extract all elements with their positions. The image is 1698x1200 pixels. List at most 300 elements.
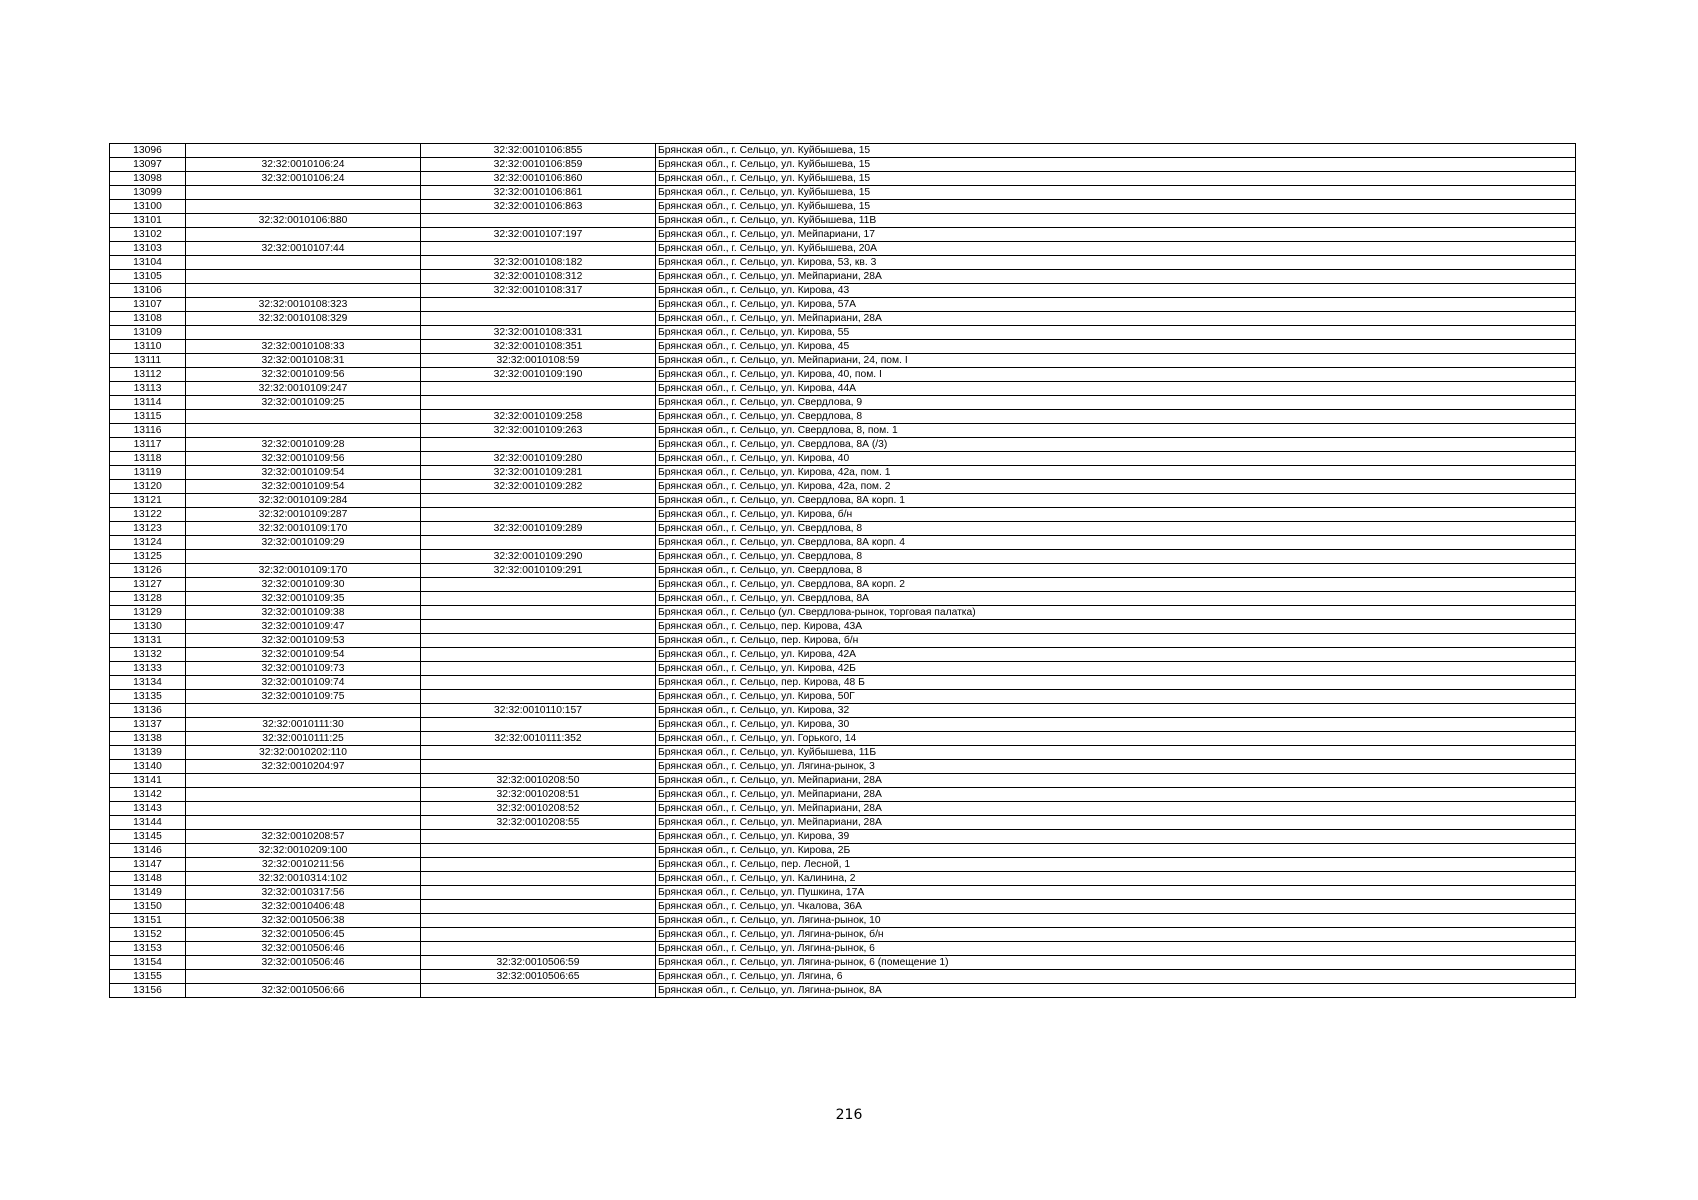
land-cadastral-number-cell: 32:32:0010204:97: [186, 760, 421, 774]
row-number-cell: 13124: [110, 536, 186, 550]
table-row: [110, 788, 1576, 802]
address-cell: Брянская обл., г. Сельцо, ул. Куйбышева, 15: [656, 144, 1576, 158]
land-cadastral-number-cell: 32:32:0010109:54: [186, 480, 421, 494]
object-cadastral-number-cell: [421, 928, 656, 942]
row-number-cell: 13154: [110, 956, 186, 970]
address-cell: Брянская обл., г. Сельцо, ул. Мейпариани, 24, пом. I: [656, 354, 1576, 368]
object-cadastral-number-cell: 32:32:0010109:263: [421, 424, 656, 438]
row-number-cell: 13152: [110, 928, 186, 942]
row-number-cell: 13144: [110, 816, 186, 830]
table-row: [110, 186, 1576, 200]
land-cadastral-number-cell: [186, 326, 421, 340]
row-number-cell: 13132: [110, 648, 186, 662]
object-cadastral-number-cell: [421, 984, 656, 998]
address-cell: Брянская обл., г. Сельцо, ул. Мейпариани, 28А: [656, 270, 1576, 284]
object-cadastral-number-cell: [421, 620, 656, 634]
land-cadastral-number-cell: 32:32:0010109:53: [186, 634, 421, 648]
object-cadastral-number-cell: 32:32:0010108:351: [421, 340, 656, 354]
table-row: [110, 354, 1576, 368]
object-cadastral-number-cell: [421, 900, 656, 914]
address-cell: Брянская обл., г. Сельцо, ул. Кирова, б/н: [656, 508, 1576, 522]
object-cadastral-number-cell: 32:32:0010106:859: [421, 158, 656, 172]
object-cadastral-number-cell: 32:32:0010506:65: [421, 970, 656, 984]
land-cadastral-number-cell: 32:32:0010106:24: [186, 172, 421, 186]
row-number-cell: 13147: [110, 858, 186, 872]
table-row: [110, 144, 1576, 158]
address-cell: Брянская обл., г. Сельцо, ул. Кирова, 42а, пом. 2: [656, 480, 1576, 494]
object-cadastral-number-cell: [421, 382, 656, 396]
address-cell: Брянская обл., г. Сельцо, ул. Кирова, 43: [656, 284, 1576, 298]
land-cadastral-number-cell: 32:32:0010109:170: [186, 564, 421, 578]
land-cadastral-number-cell: [186, 802, 421, 816]
object-cadastral-number-cell: [421, 494, 656, 508]
row-number-cell: 13145: [110, 830, 186, 844]
row-number-cell: 13155: [110, 970, 186, 984]
table-row: [110, 382, 1576, 396]
row-number-cell: 13139: [110, 746, 186, 760]
table-row: [110, 312, 1576, 326]
row-number-cell: 13101: [110, 214, 186, 228]
object-cadastral-number-cell: [421, 606, 656, 620]
table-row: [110, 704, 1576, 718]
object-cadastral-number-cell: [421, 242, 656, 256]
table-row: [110, 256, 1576, 270]
land-cadastral-number-cell: 32:32:0010109:47: [186, 620, 421, 634]
address-cell: Брянская обл., г. Сельцо, ул. Куйбышева, 15: [656, 200, 1576, 214]
address-cell: Брянская обл., г. Сельцо, ул. Свердлова, 8: [656, 550, 1576, 564]
object-cadastral-number-cell: 32:32:0010108:59: [421, 354, 656, 368]
row-number-cell: 13109: [110, 326, 186, 340]
land-cadastral-number-cell: 32:32:0010109:54: [186, 466, 421, 480]
table-row: [110, 970, 1576, 984]
row-number-cell: 13134: [110, 676, 186, 690]
land-cadastral-number-cell: 32:32:0010109:29: [186, 536, 421, 550]
object-cadastral-number-cell: 32:32:0010208:55: [421, 816, 656, 830]
object-cadastral-number-cell: [421, 760, 656, 774]
row-number-cell: 13113: [110, 382, 186, 396]
row-number-cell: 13108: [110, 312, 186, 326]
object-cadastral-number-cell: 32:32:0010109:289: [421, 522, 656, 536]
row-number-cell: 13148: [110, 872, 186, 886]
object-cadastral-number-cell: [421, 872, 656, 886]
table-row: [110, 648, 1576, 662]
land-cadastral-number-cell: 32:32:0010108:323: [186, 298, 421, 312]
land-cadastral-number-cell: [186, 186, 421, 200]
table-row: [110, 522, 1576, 536]
land-cadastral-number-cell: 32:32:0010202:110: [186, 746, 421, 760]
address-cell: Брянская обл., г. Сельцо, ул. Лягина, 6: [656, 970, 1576, 984]
address-cell: Брянская обл., г. Сельцо, ул. Свердлова, 8А корп. 4: [656, 536, 1576, 550]
address-cell: Брянская обл., г. Сельцо, ул. Мейпариани, 17: [656, 228, 1576, 242]
address-cell: Брянская обл., г. Сельцо, ул. Мейпариани, 28А: [656, 802, 1576, 816]
row-number-cell: 13149: [110, 886, 186, 900]
address-cell: Брянская обл., г. Сельцо, пер. Кирова, 43А: [656, 620, 1576, 634]
land-cadastral-number-cell: [186, 788, 421, 802]
object-cadastral-number-cell: 32:32:0010108:312: [421, 270, 656, 284]
address-cell: Брянская обл., г. Сельцо, ул. Мейпариани, 28А: [656, 312, 1576, 326]
row-number-cell: 13106: [110, 284, 186, 298]
object-cadastral-number-cell: 32:32:0010109:282: [421, 480, 656, 494]
address-cell: Брянская обл., г. Сельцо, ул. Мейпариани, 28А: [656, 816, 1576, 830]
land-cadastral-number-cell: 32:32:0010111:25: [186, 732, 421, 746]
land-cadastral-number-cell: 32:32:0010208:57: [186, 830, 421, 844]
table-row: [110, 200, 1576, 214]
object-cadastral-number-cell: 32:32:0010109:190: [421, 368, 656, 382]
land-cadastral-number-cell: [186, 256, 421, 270]
row-number-cell: 13103: [110, 242, 186, 256]
land-cadastral-number-cell: [186, 410, 421, 424]
address-cell: Брянская обл., г. Сельцо, ул. Свердлова, 8: [656, 410, 1576, 424]
table-row: [110, 536, 1576, 550]
row-number-cell: 13133: [110, 662, 186, 676]
address-cell: Брянская обл., г. Сельцо, ул. Калинина, 2: [656, 872, 1576, 886]
table-row: [110, 550, 1576, 564]
address-cell: Брянская обл., г. Сельцо, ул. Куйбышева, 15: [656, 158, 1576, 172]
land-cadastral-number-cell: [186, 200, 421, 214]
table-row: [110, 424, 1576, 438]
land-cadastral-number-cell: 32:32:0010109:247: [186, 382, 421, 396]
row-number-cell: 13123: [110, 522, 186, 536]
row-number-cell: 13099: [110, 186, 186, 200]
row-number-cell: 13098: [110, 172, 186, 186]
row-number-cell: 13131: [110, 634, 186, 648]
object-cadastral-number-cell: [421, 592, 656, 606]
land-cadastral-number-cell: 32:32:0010406:48: [186, 900, 421, 914]
table-row: [110, 410, 1576, 424]
table-row: [110, 438, 1576, 452]
address-cell: Брянская обл., г. Сельцо, ул. Кирова, 42А: [656, 648, 1576, 662]
land-cadastral-number-cell: 32:32:0010109:56: [186, 452, 421, 466]
table-row: [110, 858, 1576, 872]
address-cell: Брянская обл., г. Сельцо, ул. Лягина-рынок, б/н: [656, 928, 1576, 942]
object-cadastral-number-cell: 32:32:0010109:291: [421, 564, 656, 578]
row-number-cell: 13136: [110, 704, 186, 718]
row-number-cell: 13097: [110, 158, 186, 172]
row-number-cell: 13110: [110, 340, 186, 354]
object-cadastral-number-cell: [421, 298, 656, 312]
table-row: [110, 172, 1576, 186]
row-number-cell: 13146: [110, 844, 186, 858]
address-cell: Брянская обл., г. Сельцо, ул. Кирова, 55: [656, 326, 1576, 340]
address-cell: Брянская обл., г. Сельцо, ул. Горького, 14: [656, 732, 1576, 746]
land-cadastral-number-cell: [186, 816, 421, 830]
address-cell: Брянская обл., г. Сельцо, ул. Пушкина, 17А: [656, 886, 1576, 900]
address-cell: Брянская обл., г. Сельцо, ул. Кирова, 40, пом. I: [656, 368, 1576, 382]
object-cadastral-number-cell: [421, 718, 656, 732]
object-cadastral-number-cell: [421, 578, 656, 592]
address-cell: Брянская обл., г. Сельцо, ул. Кирова, 42а, пом. 1: [656, 466, 1576, 480]
row-number-cell: 13117: [110, 438, 186, 452]
table-row: [110, 774, 1576, 788]
row-number-cell: 13115: [110, 410, 186, 424]
address-cell: Брянская обл., г. Сельцо, ул. Кирова, 53, кв. 3: [656, 256, 1576, 270]
object-cadastral-number-cell: 32:32:0010106:855: [421, 144, 656, 158]
row-number-cell: 13150: [110, 900, 186, 914]
object-cadastral-number-cell: 32:32:0010109:280: [421, 452, 656, 466]
row-number-cell: 13112: [110, 368, 186, 382]
land-cadastral-number-cell: 32:32:0010109:284: [186, 494, 421, 508]
address-cell: Брянская обл., г. Сельцо, ул. Свердлова, 9: [656, 396, 1576, 410]
table-row: [110, 592, 1576, 606]
address-cell: Брянская обл., г. Сельцо, ул. Лягина-рынок, 3: [656, 760, 1576, 774]
land-cadastral-number-cell: 32:32:0010109:28: [186, 438, 421, 452]
land-cadastral-number-cell: 32:32:0010109:56: [186, 368, 421, 382]
registry-table-body: [110, 144, 1576, 998]
object-cadastral-number-cell: [421, 438, 656, 452]
row-number-cell: 13105: [110, 270, 186, 284]
object-cadastral-number-cell: 32:32:0010506:59: [421, 956, 656, 970]
row-number-cell: 13129: [110, 606, 186, 620]
table-row: [110, 928, 1576, 942]
object-cadastral-number-cell: 32:32:0010109:281: [421, 466, 656, 480]
land-cadastral-number-cell: 32:32:0010109:73: [186, 662, 421, 676]
row-number-cell: 13140: [110, 760, 186, 774]
table-row: [110, 578, 1576, 592]
land-cadastral-number-cell: 32:32:0010111:30: [186, 718, 421, 732]
land-cadastral-number-cell: 32:32:0010109:35: [186, 592, 421, 606]
land-cadastral-number-cell: 32:32:0010506:38: [186, 914, 421, 928]
row-number-cell: 13128: [110, 592, 186, 606]
object-cadastral-number-cell: 32:32:0010108:182: [421, 256, 656, 270]
table-row: [110, 662, 1576, 676]
address-cell: Брянская обл., г. Сельцо, ул. Мейпариани, 28А: [656, 788, 1576, 802]
table-row: [110, 340, 1576, 354]
land-cadastral-number-cell: 32:32:0010106:880: [186, 214, 421, 228]
row-number-cell: 13102: [110, 228, 186, 242]
table-row: [110, 452, 1576, 466]
row-number-cell: 13100: [110, 200, 186, 214]
object-cadastral-number-cell: 32:32:0010109:290: [421, 550, 656, 564]
address-cell: Брянская обл., г. Сельцо, ул. Свердлова, 8: [656, 564, 1576, 578]
row-number-cell: 13116: [110, 424, 186, 438]
table-row: [110, 620, 1576, 634]
land-cadastral-number-cell: 32:32:0010108:31: [186, 354, 421, 368]
table-row: [110, 396, 1576, 410]
land-cadastral-number-cell: 32:32:0010314:102: [186, 872, 421, 886]
land-cadastral-number-cell: 32:32:0010109:54: [186, 648, 421, 662]
land-cadastral-number-cell: 32:32:0010506:46: [186, 956, 421, 970]
object-cadastral-number-cell: [421, 312, 656, 326]
row-number-cell: 13121: [110, 494, 186, 508]
row-number-cell: 13111: [110, 354, 186, 368]
address-cell: Брянская обл., г. Сельцо, ул. Кирова, 32: [656, 704, 1576, 718]
land-cadastral-number-cell: [186, 270, 421, 284]
address-cell: Брянская обл., г. Сельцо, ул. Кирова, 2Б: [656, 844, 1576, 858]
land-cadastral-number-cell: 32:32:0010109:287: [186, 508, 421, 522]
table-row: [110, 872, 1576, 886]
row-number-cell: 13156: [110, 984, 186, 998]
address-cell: Брянская обл., г. Сельцо, ул. Кирова, 30: [656, 718, 1576, 732]
land-cadastral-number-cell: 32:32:0010506:46: [186, 942, 421, 956]
address-cell: Брянская обл., г. Сельцо, ул. Куйбышева, 15: [656, 172, 1576, 186]
address-cell: Брянская обл., г. Сельцо, ул. Лягина-рынок, 6: [656, 942, 1576, 956]
table-row: [110, 270, 1576, 284]
land-cadastral-number-cell: [186, 704, 421, 718]
land-cadastral-number-cell: 32:32:0010109:74: [186, 676, 421, 690]
address-cell: Брянская обл., г. Сельцо, ул. Свердлова, 8: [656, 522, 1576, 536]
object-cadastral-number-cell: [421, 858, 656, 872]
row-number-cell: 13135: [110, 690, 186, 704]
land-cadastral-number-cell: 32:32:0010107:44: [186, 242, 421, 256]
table-row: [110, 886, 1576, 900]
row-number-cell: 13153: [110, 942, 186, 956]
object-cadastral-number-cell: [421, 942, 656, 956]
land-cadastral-number-cell: 32:32:0010211:56: [186, 858, 421, 872]
row-number-cell: 13118: [110, 452, 186, 466]
object-cadastral-number-cell: 32:32:0010107:197: [421, 228, 656, 242]
address-cell: Брянская обл., г. Сельцо, ул. Кирова, 45: [656, 340, 1576, 354]
table-row: [110, 480, 1576, 494]
address-cell: Брянская обл., г. Сельцо, ул. Кирова, 42Б: [656, 662, 1576, 676]
object-cadastral-number-cell: 32:32:0010208:50: [421, 774, 656, 788]
address-cell: Брянская обл., г. Сельцо, пер. Лесной, 1: [656, 858, 1576, 872]
land-cadastral-number-cell: [186, 774, 421, 788]
table-row: [110, 298, 1576, 312]
address-cell: Брянская обл., г. Сельцо, ул. Свердлова, 8, пом. 1: [656, 424, 1576, 438]
row-number-cell: 13141: [110, 774, 186, 788]
table-row: [110, 816, 1576, 830]
object-cadastral-number-cell: 32:32:0010106:861: [421, 186, 656, 200]
row-number-cell: 13107: [110, 298, 186, 312]
table-row: [110, 368, 1576, 382]
address-cell: Брянская обл., г. Сельцо, ул. Кирова, 40: [656, 452, 1576, 466]
row-number-cell: 13130: [110, 620, 186, 634]
table-row: [110, 718, 1576, 732]
object-cadastral-number-cell: [421, 844, 656, 858]
registry-table: [109, 143, 1576, 998]
table-row: [110, 844, 1576, 858]
address-cell: Брянская обл., г. Сельцо, ул. Лягина-рынок, 10: [656, 914, 1576, 928]
object-cadastral-number-cell: [421, 648, 656, 662]
table-row: [110, 228, 1576, 242]
row-number-cell: 13151: [110, 914, 186, 928]
object-cadastral-number-cell: 32:32:0010110:157: [421, 704, 656, 718]
address-cell: Брянская обл., г. Сельцо (ул. Свердлова-рынок, торговая палатка): [656, 606, 1576, 620]
table-row: [110, 508, 1576, 522]
row-number-cell: 13114: [110, 396, 186, 410]
land-cadastral-number-cell: [186, 284, 421, 298]
object-cadastral-number-cell: [421, 662, 656, 676]
object-cadastral-number-cell: [421, 508, 656, 522]
land-cadastral-number-cell: 32:32:0010108:329: [186, 312, 421, 326]
address-cell: Брянская обл., г. Сельцо, ул. Куйбышева, 11В: [656, 214, 1576, 228]
object-cadastral-number-cell: [421, 396, 656, 410]
land-cadastral-number-cell: 32:32:0010108:33: [186, 340, 421, 354]
table-row: [110, 326, 1576, 340]
page-number: 216: [835, 1107, 863, 1123]
land-cadastral-number-cell: [186, 144, 421, 158]
address-cell: Брянская обл., г. Сельцо, ул. Свердлова, 8А (/3): [656, 438, 1576, 452]
row-number-cell: 13143: [110, 802, 186, 816]
address-cell: Брянская обл., г. Сельцо, ул. Лягина-рынок, 6 (помещение 1): [656, 956, 1576, 970]
table-row: [110, 242, 1576, 256]
land-cadastral-number-cell: 32:32:0010317:56: [186, 886, 421, 900]
address-cell: Брянская обл., г. Сельцо, пер. Кирова, б/н: [656, 634, 1576, 648]
object-cadastral-number-cell: [421, 830, 656, 844]
table-row: [110, 676, 1576, 690]
land-cadastral-number-cell: 32:32:0010506:45: [186, 928, 421, 942]
object-cadastral-number-cell: 32:32:0010108:331: [421, 326, 656, 340]
table-row: [110, 634, 1576, 648]
object-cadastral-number-cell: [421, 914, 656, 928]
row-number-cell: 13122: [110, 508, 186, 522]
address-cell: Брянская обл., г. Сельцо, ул. Кирова, 44А: [656, 382, 1576, 396]
land-cadastral-number-cell: 32:32:0010106:24: [186, 158, 421, 172]
land-cadastral-number-cell: 32:32:0010109:30: [186, 578, 421, 592]
table-row: [110, 914, 1576, 928]
land-cadastral-number-cell: 32:32:0010209:100: [186, 844, 421, 858]
table-row: [110, 606, 1576, 620]
object-cadastral-number-cell: [421, 536, 656, 550]
row-number-cell: 13142: [110, 788, 186, 802]
land-cadastral-number-cell: 32:32:0010506:66: [186, 984, 421, 998]
address-cell: Брянская обл., г. Сельцо, ул. Куйбышева, 20А: [656, 242, 1576, 256]
table-row: [110, 494, 1576, 508]
table-row: [110, 732, 1576, 746]
table-row: [110, 746, 1576, 760]
address-cell: Брянская обл., г. Сельцо, ул. Куйбышева, 15: [656, 186, 1576, 200]
object-cadastral-number-cell: 32:32:0010109:258: [421, 410, 656, 424]
table-row: [110, 900, 1576, 914]
land-cadastral-number-cell: 32:32:0010109:25: [186, 396, 421, 410]
object-cadastral-number-cell: [421, 634, 656, 648]
object-cadastral-number-cell: [421, 214, 656, 228]
object-cadastral-number-cell: [421, 676, 656, 690]
row-number-cell: 13137: [110, 718, 186, 732]
row-number-cell: 13127: [110, 578, 186, 592]
table-row: [110, 466, 1576, 480]
land-cadastral-number-cell: [186, 970, 421, 984]
row-number-cell: 13120: [110, 480, 186, 494]
table-row: [110, 214, 1576, 228]
object-cadastral-number-cell: [421, 690, 656, 704]
land-cadastral-number-cell: [186, 424, 421, 438]
row-number-cell: 13119: [110, 466, 186, 480]
object-cadastral-number-cell: 32:32:0010111:352: [421, 732, 656, 746]
object-cadastral-number-cell: [421, 746, 656, 760]
row-number-cell: 13138: [110, 732, 186, 746]
table-row: [110, 690, 1576, 704]
address-cell: Брянская обл., г. Сельцо, ул. Лягина-рынок, 8А: [656, 984, 1576, 998]
object-cadastral-number-cell: 32:32:0010106:860: [421, 172, 656, 186]
address-cell: Брянская обл., г. Сельцо, ул. Свердлова, 8А: [656, 592, 1576, 606]
object-cadastral-number-cell: 32:32:0010108:317: [421, 284, 656, 298]
address-cell: Брянская обл., г. Сельцо, ул. Кирова, 39: [656, 830, 1576, 844]
row-number-cell: 13125: [110, 550, 186, 564]
object-cadastral-number-cell: 32:32:0010106:863: [421, 200, 656, 214]
object-cadastral-number-cell: 32:32:0010208:52: [421, 802, 656, 816]
address-cell: Брянская обл., г. Сельцо, ул. Свердлова, 8А корп. 2: [656, 578, 1576, 592]
land-cadastral-number-cell: 32:32:0010109:38: [186, 606, 421, 620]
land-cadastral-number-cell: [186, 228, 421, 242]
address-cell: Брянская обл., г. Сельцо, ул. Свердлова, 8А корп. 1: [656, 494, 1576, 508]
object-cadastral-number-cell: 32:32:0010208:51: [421, 788, 656, 802]
address-cell: Брянская обл., г. Сельцо, ул. Кирова, 50Г: [656, 690, 1576, 704]
table-row: [110, 564, 1576, 578]
table-row: [110, 830, 1576, 844]
land-cadastral-number-cell: 32:32:0010109:170: [186, 522, 421, 536]
address-cell: Брянская обл., г. Сельцо, ул. Мейпариани, 28А: [656, 774, 1576, 788]
table-row: [110, 802, 1576, 816]
land-cadastral-number-cell: [186, 550, 421, 564]
address-cell: Брянская обл., г. Сельцо, пер. Кирова, 48 Б: [656, 676, 1576, 690]
land-cadastral-number-cell: 32:32:0010109:75: [186, 690, 421, 704]
table-row: [110, 984, 1576, 998]
address-cell: Брянская обл., г. Сельцо, ул. Куйбышева, 11Б: [656, 746, 1576, 760]
table-row: [110, 158, 1576, 172]
row-number-cell: 13126: [110, 564, 186, 578]
table-row: [110, 760, 1576, 774]
